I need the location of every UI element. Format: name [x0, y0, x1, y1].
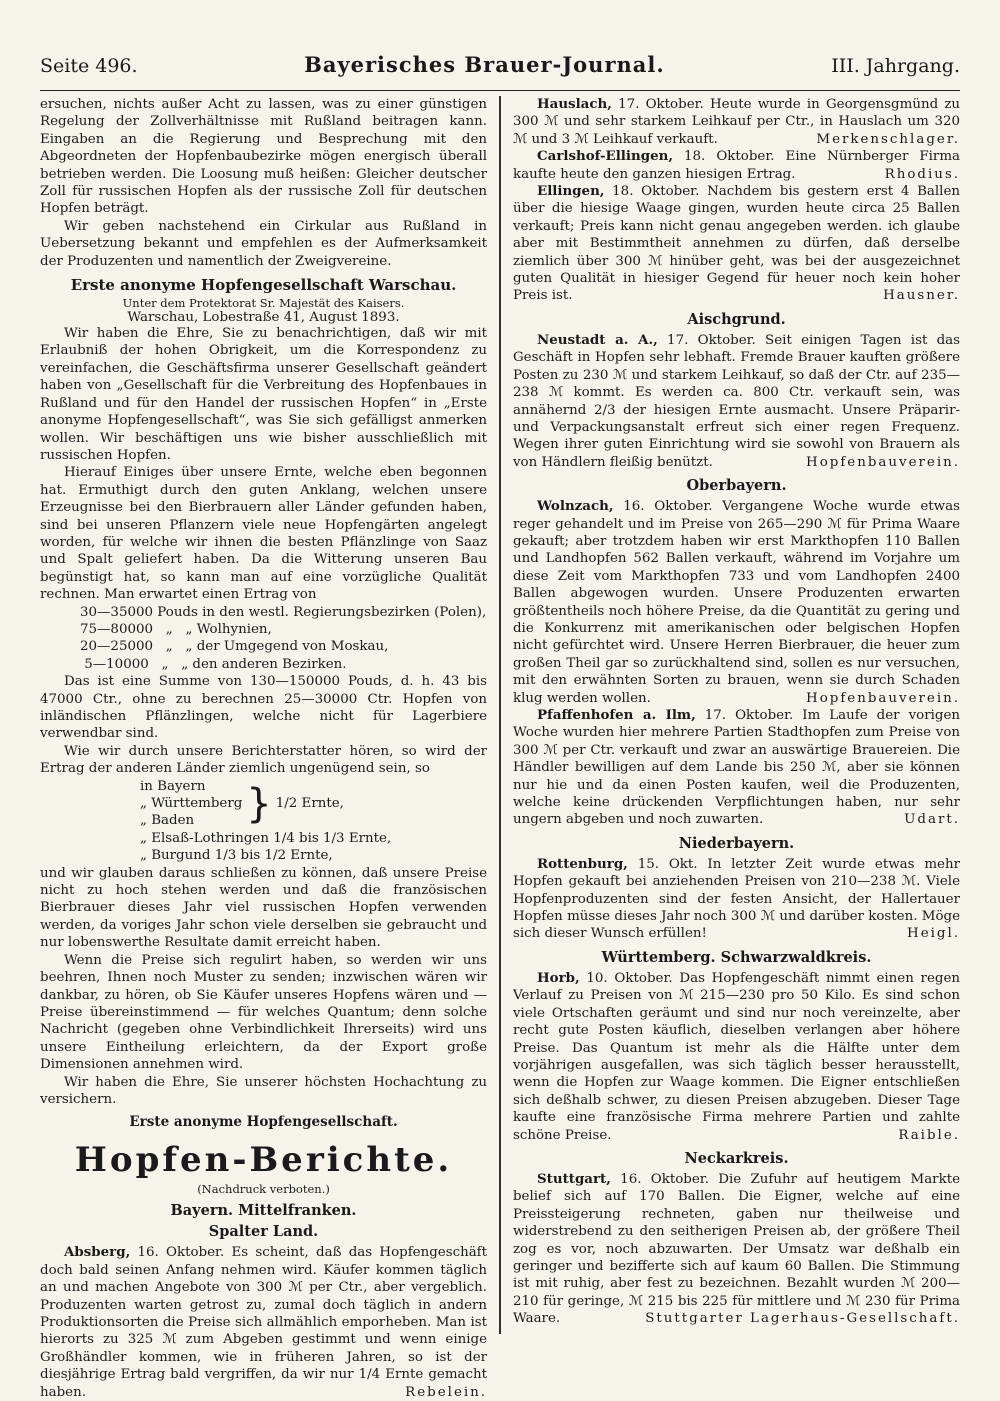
report-signature: Raible. [898, 1127, 961, 1143]
report-text: 18. Oktober. Eine Nürnberger Firma kaufte heute den ganzen hiesigen Ertrag. [512, 149, 961, 182]
region-line: „ Burgund 1/3 bis 1/2 Ernte, [140, 848, 333, 864]
report-ellingen [513, 183, 960, 305]
page-number: Seite 496. [40, 55, 138, 77]
region-heading: Spalter Land. [208, 1223, 319, 1241]
report-hauslach [513, 96, 960, 148]
company-signature: Erste anonyme Hopfengesellschaft. [129, 1114, 398, 1131]
paragraph: ersuchen, nichts außer Acht zu lassen, was zu einer günstigen Regelung der Zollverhältnisse mit Rußland beitragen kann. Eingaben an die Regierung und Besprechung mit den Abgeordneten der Hopfenbaubezirke mögen energisch überall betrieben werden. Die Loosung muß heißen: Gleicher deutscher Zoll für russischen Hopfen als der russische Zoll für deutschen Hopfen beträgt. [40, 97, 488, 217]
report-text: 10. Oktober. Das Hopfengeschäft nimmt einen regen Verlauf zu Preisen von ℳ 215—230 pro 50 Kilo. Es sind schon viele Ortschaften geräumt und sind nur noch vereinzelte, aber recht gute Posten käuflich, dieselben verlangen aber höhere Preise. Das Quantum ist mehr als die Hälfte unter dem vorjährigen ausgefallen, was sich täglich besser herausstellt, wenn die Hopfen zur Waage kommen. Die Eigner entschließen sich deßhalb schwer, zu diesen Preisen abzugeben. Dieser Tage kaufte eine französische Firma mehrere Partien und zahlte schöne Preise. [512, 970, 961, 1143]
protectorate-line: Unter dem Protektorat Sr. Majestät des Kaisers. [122, 296, 405, 311]
paragraph: Das ist eine Summe von 130—150000 Pouds, d. h. 43 bis 47000 Ctr., ohne zu berechnen 25—30000 Ctr. Hopfen von inländischen Pflänzlingen, welche nicht für Lagerbiere verwendbar sind. [40, 674, 488, 742]
region-heading: Neckarkreis. [684, 1149, 789, 1167]
paragraph: Wir geben nachstehend ein Cirkular aus Rußland in Uebersetzung bekannt und empfehlen es der Aufmerksamkeit der Produzenten und namentlich der Zweigvereine. [40, 218, 488, 269]
region-line: „ Württemberg [140, 796, 243, 812]
report-place: Rottenburg, [536, 855, 628, 872]
report-neustadt [513, 332, 960, 471]
section-title: Hopfen-Berichte. [74, 1140, 453, 1181]
yield-row: 30—35000 Pouds in den westl. Regierungsbezirken (Polen), [80, 604, 487, 620]
journal-title: Bayerisches Brauer-Journal. [304, 52, 665, 77]
volume-label: III. Jahrgang. [831, 55, 960, 77]
region-heading: Württemberg. Schwarzwaldkreis. [601, 948, 872, 966]
report-signature: Stuttgarter Lagerhaus-Gesellschaft. [645, 1311, 961, 1327]
report-signature: Merkenschlager. [816, 131, 961, 147]
report-signature: Heigl. [907, 926, 961, 942]
report-place: Horb, [536, 969, 580, 986]
report-place: Absberg, [64, 1244, 131, 1261]
report-wolnzach [513, 498, 960, 707]
yield-row: 5—10000 „ „ den anderen Bezirken. [80, 656, 347, 672]
report-place: Hauslach, [536, 96, 612, 112]
report-place: Neustadt a. A., [536, 331, 658, 348]
paragraph: Wir haben die Ehre, Sie unserer höchsten Hochachtung zu versichern. [40, 1074, 488, 1107]
report-place: Ellingen, [536, 183, 605, 200]
page-header [40, 52, 960, 80]
report-rottenburg [513, 856, 960, 943]
report-text: 15. Okt. In letzter Zeit wurde etwas mehr Hopfen gekauft bei anziehenden Preisen von 210—238 ℳ. Viele Hopfenproduzenten sind der festen Ansicht, der Hallertauer Hopfen müsse dieses Jahr noch 300 ℳ und darüber kosten. Möge sich dieser Wunsch erfüllen! [512, 856, 961, 942]
report-signature: Rebelein. [405, 1384, 488, 1400]
region-heading: Oberbayern. [686, 477, 787, 495]
report-signature: Udart. [904, 812, 961, 828]
paragraph: Wir haben die Ehre, Sie zu benachrichtigen, daß wir mit Erlaubniß der hohen Obrigkeit, um die Korrespondenz zu vereinfachen, die Geschäftsfirma unserer Gesellschaft geändert haben von „Gesellschaft für die Verbreitung des Hopfenbaues in Rußland und für den Handel der russischen Hopfen“ in „Erste anonyme Hopfengesellschaft“, was Sie sich gefälligst anmerken wollen. Wir beschäftigen uns wie bisher ausschließlich mit russischen Hopfen. [40, 326, 488, 463]
left-column [40, 96, 488, 1400]
yield-row: 20—25000 „ „ der Umgegend von Moskau, [80, 639, 389, 655]
right-column [513, 96, 960, 1334]
region-heading: Niederbayern. [678, 834, 795, 852]
report-text: 16. Oktober. Vergangene Woche wurde etwas reger gehandelt und im Preise von 265—290 ℳ für Prima Waare gekauft; aber trotzdem haben wir erst Markthopfen 110 Ballen und Landhopfen 562 Ballen verkauft, während im Vorjahre um diese Zeit vom Markthopfen 733 und vom Landhopfen 2400 Ballen abgewogen wurden. Unsere Produzenten erwarten größtentheils noch höhere Preise, da die Quantität zu gering und die Konkurrenz mit amerikanischen oder belgischen Hopfen nicht gefürchtet wird. Unsere Herren Bierbrauer, die heuer zum großen Theil gar so zurückhaltend sind, sollen es nur versuchen, mit den erwähnten Sorten zu brauen, wenn sie durch Schaden klug werden wollen. [512, 499, 961, 706]
report-signature: Rhodius. [884, 166, 961, 182]
report-signature: Hausner. [883, 288, 961, 304]
region-heading: Bayern. Mittelfranken. [170, 1202, 357, 1220]
report-place: Carlshof-Ellingen, [536, 148, 673, 165]
region-line: „ Baden [140, 813, 195, 829]
region-heading: Aischgrund. [687, 310, 786, 328]
report-text: 18. Oktober. Nachdem bis gestern erst 4 Ballen über die hiesige Waage gingen, wurden heute circa 25 Ballen verkauft; Preis kann nicht genau angegeben werden. ich glaube aber mit Bestimmtheit annehmen zu dürfen, daß derselbe ziemlich über 300 ℳ hinüber geht, was bei der ausgezeichnet guten Qualität in hiesiger Gegend für heuer noch kein hoher Preis ist. [512, 184, 961, 304]
report-place: Wolnzach, [536, 498, 614, 515]
paragraph: Wie wir durch unsere Berichterstatter hören, so wird der Ertrag der anderen Länder ziemlich ungenügend sein, so [40, 743, 488, 777]
report-horb [513, 970, 960, 1144]
columns [40, 96, 961, 1400]
yield-row: 75—80000 „ „ Wolhynien, [80, 621, 272, 637]
report-stuttgart [513, 1171, 960, 1328]
region-line: in Bayern [140, 778, 206, 794]
report-absberg [40, 1244, 487, 1401]
report-place: Pfaffenhofen a. Ilm, [536, 707, 696, 723]
column-divider [499, 96, 501, 1334]
report-text: 17. Oktober. Im Laufe der vorigen Woche wurden hier mehrere Partien Stadthopfen zum Preise von 300 ℳ per Ctr. verkauft und zwar an auswärtige Brauereien. Die Händler bewilligen auf dem Lande bis 250 ℳ, aber sie können nur hie und da einen Posten kaufen, weil die Produzenten, welche keine drückenden Verpflichtungen haben, nur sehr ungern abgeben und noch zuwarten. [512, 708, 961, 828]
paragraph: und wir glauben daraus schließen zu können, daß unsere Preise nicht zu hoch stehen werden und daß die französischen Bierbrauer dieses Jahr viel russischen Hopfen verwenden werden, da voriges Jahr schon viele derselben sie gebraucht und nur lobenswerthe Resultate damit erreicht haben. [40, 865, 488, 951]
reprint-note: (Nachdruck verboten.) [197, 1182, 330, 1197]
report-text: 16. Oktober. Es scheint, daß das Hopfengeschäft doch bald seinen Anfang nehmen wird. Käufer kommen täglich an und machen Angebote von 300 ℳ per Ctr., aber vergeblich. Produzenten warten getrost zu, zumal doch täglich in andern Produktionsorten die Preise sich allmählich emporheben. Man ist hierorts zu 325 ℳ zum Abgeben gestimmt und wenn einige Großhändler kommen, wie in früheren Jahren, so ist der diesjährige Ertrag bald vergriffen, da wir nur 1/4 Ernte gemacht haben. [40, 1245, 488, 1400]
paragraph: Hierauf Einiges über unsere Ernte, welche eben begonnen hat. Ermuthigt durch den guten Anklang, welchen unsere Erzeugnisse bei den Bierbrauern aller Länder gefunden haben, sind bei unseren Pflanzern viele neue Hopfengärten angelegt worden, für welche wir ihnen die besten Pflänzlinge von Saaz und Spalt geliefert haben. Da die Witterung unseren Bau begünstigt hat, so kann man auf eine vorzügliche Qualität rechnen. Man erwartet einen Ertrag von [40, 465, 488, 603]
yield-table [80, 604, 487, 674]
dateline: Warschau, Lobestraße 41, August 1893. [127, 310, 400, 326]
region-fraction: 1/2 Ernte, [275, 796, 344, 812]
paragraph: Wenn die Preise sich regulirt haben, so werden wir uns beehren, Ihnen noch Muster zu senden; inzwischen wären wir dankbar, zu hören, ob Sie Käufer unseres Hopfens wären und — Preise übereinstimmend — für welches Quantum; denn solche Nachricht (gegeben ohne Verbindlichkeit Ihrerseits) wird uns unsere Eintheilung erleichtern, da der Export große Dimensionen annehmen wird. [40, 952, 488, 1073]
report-carlshof [513, 148, 960, 183]
report-signature: Hopfenbauverein. [806, 690, 961, 706]
report-signature: Hopfenbauverein. [806, 454, 961, 470]
brace-icon: } [246, 780, 272, 827]
report-pfaffenhofen [513, 707, 960, 829]
report-text: 17. Oktober. Heute wurde in Georgensgmünd zu 300 ℳ und sehr starkem Leihkauf per Ctr., in Hauslach um 320 ℳ und 3 ℳ Leihkauf verkauft. [512, 97, 961, 147]
report-place: Stuttgart, [536, 1170, 611, 1187]
report-text: 17. Oktober. Seit einigen Tagen ist das Geschäft in Hopfen sehr lebhaft. Fremde Brauer kauften größere Posten zu 230 ℳ und starkem Leihkauf, so daß der Ctr. auf 235—238 ℳ kommt. Es werden ca. 800 Ctr. verkauft sein, was annähernd 2/3 der hiesigen Ernte ausmacht. Unsere Präparir- und Verpackungsanstalt erfreut sich einer regen Frequenz. Wegen ihrer guten Einrichtung wird sie sowohl von Brauern als von Händlern fleißig benützt. [512, 332, 961, 470]
region-line: „ Elsaß-Lothringen 1/4 bis 1/3 Ernte, [140, 830, 392, 846]
report-text: 16. Oktober. Die Zufuhr auf heutigem Markte belief sich auf 170 Ballen. Die Eigner, welche auf eine Preissteigerung rechneten, gaben nur theilweise und widerstrebend zu den seitherigen Preisen ab, der größere Theil zog es vor, noch abzuwarten. Der Umsatz war deßhalb ein geringer und bezifferte sich auf kaum 60 Ballen. Die Stimmung ist mit ruhig, aber fest zu bezeichnen. Bezahlt wurden ℳ 200—210 für geringe, ℳ 215 bis 225 für mittlere und ℳ 230 für Prima Waare. [512, 1171, 961, 1327]
company-heading: Erste anonyme Hopfengesellschaft Warschau. [70, 276, 457, 295]
region-yield-list [140, 778, 487, 865]
header-rule [40, 90, 960, 91]
